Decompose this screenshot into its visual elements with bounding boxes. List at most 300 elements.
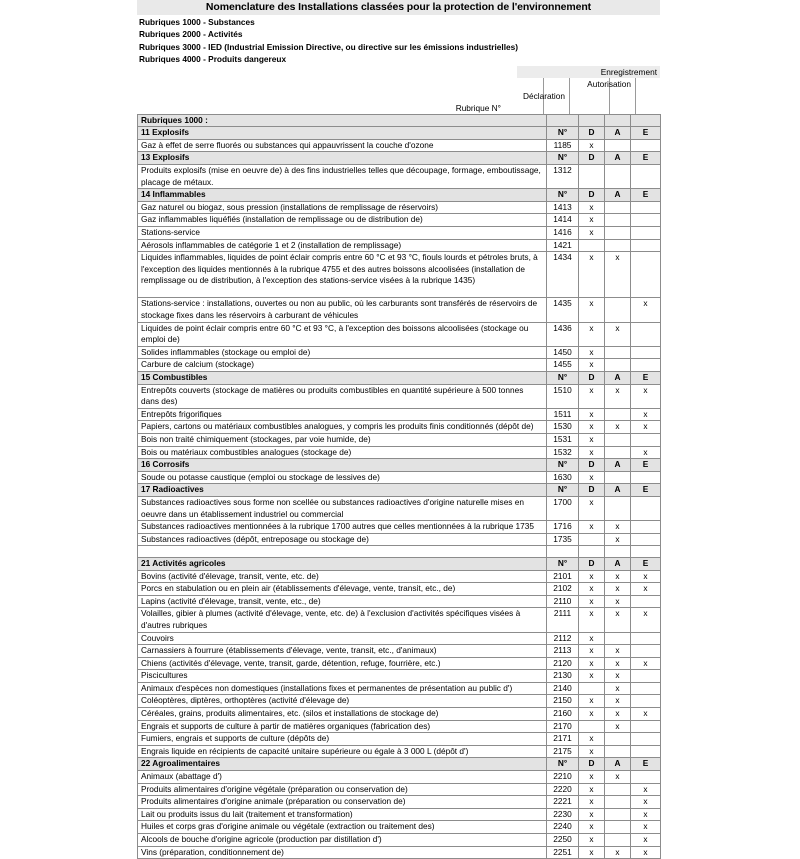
header-declaration: Déclaration [523,90,565,101]
table-body [138,114,661,859]
column-header-d: D [579,127,605,140]
table-row[interactable] [138,496,661,520]
table-row[interactable] [138,570,661,583]
group-title-label: Rubriques 1000 : [138,114,547,127]
mark-declaration: x [579,583,605,596]
table-row[interactable] [138,408,661,421]
rubrique-label: Carbure de calcium (stockage) [138,359,547,372]
column-header-d: D [579,459,605,472]
mark-declaration: x [579,226,605,239]
mark-autorisation [605,346,631,359]
rubrique-label: Coléoptères, diptères, orthoptères (activité d'élevage de) [138,695,547,708]
table-row[interactable] [138,298,661,322]
rubrique-number: 1511 [547,408,579,421]
group-title-num [547,114,579,127]
rubrique-number: 2150 [547,695,579,708]
column-header-num: N° [547,459,579,472]
table-row[interactable] [138,434,661,447]
mark-enregistrement: x [631,846,661,859]
mark-enregistrement [631,733,661,746]
table-row[interactable] [138,521,661,534]
mark-enregistrement [631,214,661,227]
header-rubrique-no: Rubrique N° [455,102,501,113]
mark-autorisation [605,796,631,809]
mark-declaration [579,682,605,695]
rubrique-label: Gaz à effet de serre fluorés ou substances qui appauvrissent la couche d'ozone [138,139,547,152]
rubrique-label: Animaux (abattage d') [138,771,547,784]
table-row[interactable] [138,771,661,784]
section-label: 11 Explosifs [138,127,547,140]
rubrique-label: Carnassiers à fourrure (établissements d'élevage, vente, transit, etc., d'animaux) [138,645,547,658]
table-row[interactable] [138,583,661,596]
column-header-num: N° [547,484,579,497]
mark-enregistrement [631,595,661,608]
rubrique-label: Entrepôts couverts (stockage de matières ou produits combustibles en quantité supérieure à 500 tonnes dans des) [138,384,547,408]
section-header-row [138,189,661,202]
mark-declaration: x [579,645,605,658]
mark-enregistrement: x [631,421,661,434]
mark-enregistrement: x [631,783,661,796]
mark-declaration: x [579,384,605,408]
stair-row-enregistrement [137,66,660,78]
rubrique-number: 1435 [547,298,579,322]
spacer-label [138,546,547,558]
group-title-a [605,114,631,127]
section-header-row [138,372,661,385]
mark-autorisation: x [605,570,631,583]
rubrique-label: Lait ou produits issus du lait (traitement et transformation) [138,808,547,821]
mark-declaration: x [579,521,605,534]
mark-declaration: x [579,745,605,758]
mark-enregistrement [631,239,661,252]
mark-enregistrement: x [631,808,661,821]
section-header-row [138,484,661,497]
column-header-num: N° [547,372,579,385]
mark-declaration: x [579,214,605,227]
mark-autorisation [605,408,631,421]
section-label: 17 Radioactives [138,484,547,497]
table-row[interactable] [138,608,661,632]
mark-declaration: x [579,421,605,434]
table-row[interactable] [138,670,661,683]
mark-enregistrement: x [631,796,661,809]
rubrique-label: Stations-service [138,226,547,239]
table-row[interactable] [138,846,661,859]
mark-declaration: x [579,608,605,632]
rubrique-number: 2170 [547,720,579,733]
rubrique-label: Stations-service : installations, ouvertes ou non au public, où les carburants sont transférés de réservoirs de stockage fixes dans les réservoirs à carburant de véhicules [138,298,547,322]
rubrique-label: Papiers, cartons ou matériaux combustibles analogues, y compris les produits finis conditionnés (dépôt de) [138,421,547,434]
table-row[interactable] [138,645,661,658]
rubrique-number: 2240 [547,821,579,834]
mark-autorisation [605,201,631,214]
rubrique-label: Volailles, gibier à plumes (activité d'élevage, vente, etc. de) à l'exclusion d'activités spécifiques visées à d'autres rubriques [138,608,547,632]
rubrique-number: 2220 [547,783,579,796]
spacer-row [138,546,661,558]
mark-autorisation [605,434,631,447]
rubrique-label: Gaz inflammables liquéfiés (installation de remplissage ou de distribution de) [138,214,547,227]
section-label: 21 Activités agricoles [138,557,547,570]
rubrique-number: 2160 [547,708,579,721]
table-row[interactable] [138,720,661,733]
mark-autorisation [605,783,631,796]
mark-enregistrement [631,434,661,447]
rubrique-label: Substances radioactives (dépôt, entreposage ou stockage de) [138,533,547,546]
table-row[interactable] [138,322,661,346]
rubrique-label: Liquides de point éclair compris entre 60 °C et 93 °C, à l'exception des boissons alcoolisées (stockage ou emploi de) [138,322,547,346]
table-row[interactable] [138,733,661,746]
mark-autorisation: x [605,322,631,346]
mark-declaration: x [579,796,605,809]
column-header-e: E [631,459,661,472]
rubrique-label: Vins (préparation, conditionnement de) [138,846,547,859]
table-row[interactable] [138,421,661,434]
mark-declaration: x [579,408,605,421]
rubrique-label: Bois non traité chimiquement (stockages, par voie humide, de) [138,434,547,447]
section-header-row [138,758,661,771]
stair-row-declaration [137,90,660,102]
column-header-d: D [579,372,605,385]
table-row[interactable] [138,252,661,298]
rubrique-number: 2113 [547,645,579,658]
mark-enregistrement [631,359,661,372]
table-row[interactable] [138,239,661,252]
rubrique-number: 1700 [547,496,579,520]
mark-declaration: x [579,708,605,721]
table-row[interactable] [138,595,661,608]
mark-enregistrement [631,252,661,298]
table-row[interactable] [138,796,661,809]
mark-declaration: x [579,808,605,821]
mark-declaration [579,533,605,546]
mark-declaration [579,720,605,733]
table-row[interactable] [138,632,661,645]
group-title-row [138,114,661,127]
mark-autorisation [605,226,631,239]
mark-enregistrement: x [631,708,661,721]
mark-declaration: x [579,434,605,447]
mark-declaration: x [579,139,605,152]
mark-autorisation [605,496,631,520]
column-header-a: A [605,459,631,472]
rubrique-number: 1630 [547,471,579,484]
rubrique-number: 2210 [547,771,579,784]
mark-enregistrement [631,720,661,733]
mark-enregistrement: x [631,384,661,408]
mark-autorisation: x [605,421,631,434]
rubrique-label: Entrepôts frigorifiques [138,408,547,421]
section-header-row [138,557,661,570]
mark-declaration: x [579,298,605,322]
mark-declaration: x [579,834,605,847]
mark-enregistrement [631,226,661,239]
mark-declaration: x [579,783,605,796]
mark-enregistrement [631,139,661,152]
column-header-a: A [605,372,631,385]
column-header-e: E [631,152,661,165]
column-header-a: A [605,189,631,202]
mark-autorisation [605,632,631,645]
page-title: Nomenclature des Installations classées pour la protection de l'environnement [137,0,660,15]
mark-autorisation: x [605,670,631,683]
mark-autorisation [605,446,631,459]
table-row[interactable] [138,657,661,670]
mark-autorisation: x [605,608,631,632]
mark-autorisation [605,808,631,821]
mark-autorisation: x [605,384,631,408]
rubrique-label: Substances radioactives mentionnées à la rubrique 1700 autres que celles mentionnées à la rubrique 1735 [138,521,547,534]
rubrique-number: 2251 [547,846,579,859]
rubrique-label: Alcools de bouche d'origine agricole (production par distillation d') [138,834,547,847]
column-header-d: D [579,758,605,771]
rubrique-label: Fumiers, engrais et supports de culture (dépôts de) [138,733,547,746]
mark-declaration: x [579,252,605,298]
rubrique-label: Lapins (activité d'élevage, transit, vente, etc., de) [138,595,547,608]
section-label: 13 Explosifs [138,152,547,165]
mark-declaration: x [579,322,605,346]
rubrique-number: 1436 [547,322,579,346]
mark-autorisation [605,359,631,372]
mark-autorisation [605,214,631,227]
mark-enregistrement: x [631,408,661,421]
mark-enregistrement [631,645,661,658]
rubrique-number: 1735 [547,533,579,546]
mark-autorisation: x [605,695,631,708]
spacer-e [631,546,661,558]
rubrique-label: Bois ou matériaux combustibles analogues (stockage de) [138,446,547,459]
nomenclature-sheet [137,0,660,859]
column-header-a: A [605,127,631,140]
table-row[interactable] [138,164,661,188]
rubrique-label: Produits alimentaires d'origine végétale (préparation ou conservation de) [138,783,547,796]
table-row[interactable] [138,346,661,359]
mark-autorisation: x [605,708,631,721]
section-header-row [138,127,661,140]
rubrique-number: 1716 [547,521,579,534]
mark-autorisation: x [605,521,631,534]
rubrique-number: 1532 [547,446,579,459]
column-header-e: E [631,557,661,570]
rubrique-label: Porcs en stabulation ou en plein air (établissements d'élevage, vente, transit, etc., de) [138,583,547,596]
mark-enregistrement: x [631,608,661,632]
mark-enregistrement [631,745,661,758]
mark-enregistrement [631,670,661,683]
rubrique-number: 1510 [547,384,579,408]
rubrique-number: 1434 [547,252,579,298]
section-header-row [138,459,661,472]
mark-enregistrement [631,346,661,359]
mark-enregistrement [631,533,661,546]
column-header-d: D [579,484,605,497]
mark-autorisation [605,733,631,746]
rubrique-number: 1413 [547,201,579,214]
mark-enregistrement: x [631,834,661,847]
mark-autorisation [605,471,631,484]
section-header-row [138,152,661,165]
mark-enregistrement [631,164,661,188]
mark-declaration: x [579,695,605,708]
mark-declaration: x [579,771,605,784]
rubrique-label: Bovins (activité d'élevage, transit, vente, etc. de) [138,570,547,583]
column-header-a: A [605,758,631,771]
rubrique-number: 1455 [547,359,579,372]
mark-autorisation: x [605,595,631,608]
rubrique-label: Animaux d'espèces non domestiques (installations fixes et permanentes de présentation au public d') [138,682,547,695]
rubrique-number: 2221 [547,796,579,809]
rubrique-number: 2175 [547,745,579,758]
mark-declaration: x [579,201,605,214]
mark-enregistrement [631,632,661,645]
column-header-num: N° [547,557,579,570]
header-autorisation: Autorisation [587,78,631,89]
rubrique-number: 1421 [547,239,579,252]
rubrique-label: Soude ou potasse caustique (emploi ou stockage de lessives de) [138,471,547,484]
rubrique-label: Piscicultures [138,670,547,683]
mark-autorisation: x [605,583,631,596]
table-row[interactable] [138,834,661,847]
column-header-a: A [605,484,631,497]
mark-enregistrement [631,322,661,346]
column-header-num: N° [547,189,579,202]
rubrique-number: 2140 [547,682,579,695]
column-header-a: A [605,152,631,165]
group-title-d [579,114,605,127]
rubrique-number: 2110 [547,595,579,608]
rubrique-number: 1531 [547,434,579,447]
stair-row-autorisation [137,78,660,90]
mark-enregistrement [631,471,661,484]
mark-autorisation: x [605,252,631,298]
mark-autorisation [605,164,631,188]
spacer-d [579,546,605,558]
rubrique-label: Solides inflammables (stockage ou emploi de) [138,346,547,359]
table-row[interactable] [138,821,661,834]
mark-autorisation: x [605,771,631,784]
rubrique-number: 2120 [547,657,579,670]
mark-autorisation: x [605,533,631,546]
spacer-a [605,546,631,558]
mark-enregistrement [631,771,661,784]
rubrique-number: 2171 [547,733,579,746]
rubrique-label: Substances radioactives sous forme non scellée ou substances radioactives d'origine naturelle mises en oeuvre dans un établissement industriel ou commercial [138,496,547,520]
rubrique-number: 1185 [547,139,579,152]
rubrique-label: Produits alimentaires d'origine animale (préparation ou conservation de) [138,796,547,809]
table-row[interactable] [138,226,661,239]
column-header-e: E [631,484,661,497]
column-header-d: D [579,152,605,165]
mark-autorisation: x [605,682,631,695]
table-row[interactable] [138,201,661,214]
table-row[interactable] [138,139,661,152]
table-row[interactable] [138,695,661,708]
section-label: 16 Corrosifs [138,459,547,472]
mark-declaration: x [579,496,605,520]
column-header-num: N° [547,758,579,771]
mark-enregistrement: x [631,446,661,459]
mark-declaration: x [579,821,605,834]
mark-autorisation [605,834,631,847]
mark-autorisation: x [605,720,631,733]
mark-enregistrement: x [631,298,661,322]
rubrique-number: 2130 [547,670,579,683]
rubrique-label: Engrais liquide en récipients de capacité unitaire supérieure ou égale à 3 000 L (dépôt d') [138,745,547,758]
rubrique-number: 1450 [547,346,579,359]
rubrique-number: 2111 [547,608,579,632]
mark-enregistrement [631,682,661,695]
rubrique-number: 1530 [547,421,579,434]
table-row[interactable] [138,745,661,758]
mark-declaration: x [579,733,605,746]
column-header-a: A [605,557,631,570]
rubrique-label: Engrais et supports de culture à partir de matières organiques (fabrication des) [138,720,547,733]
section-label: 22 Agroalimentaires [138,758,547,771]
mark-enregistrement [631,201,661,214]
table-row[interactable] [138,533,661,546]
mark-autorisation: x [605,657,631,670]
rubrique-label: Couvoirs [138,632,547,645]
section-label: 14 Inflammables [138,189,547,202]
rubrique-number: 1416 [547,226,579,239]
mark-enregistrement: x [631,657,661,670]
intro-line-3000: Rubriques 3000 - IED (Industrial Emission Directive, ou directive sur les émissions industrielles) [139,41,519,52]
intro-line-2000: Rubriques 2000 - Activités [139,29,243,40]
column-header-e: E [631,127,661,140]
mark-declaration: x [579,595,605,608]
intro-line-4000: Rubriques 4000 - Produits dangereux [139,54,287,65]
nomenclature-table [137,114,661,859]
mark-declaration: x [579,446,605,459]
mark-autorisation [605,298,631,322]
rubrique-label: Produits explosifs (mise en oeuvre de) à des fins industrielles telles que découpage, formage, emboutissage, placage de métaux. [138,164,547,188]
intro-list [137,15,660,66]
table-row[interactable] [138,808,661,821]
column-header-d: D [579,557,605,570]
intro-line-1000: Rubriques 1000 - Substances [139,17,255,27]
table-row[interactable] [138,359,661,372]
mark-enregistrement [631,496,661,520]
rubrique-number: 2102 [547,583,579,596]
spacer-num [547,546,579,558]
rubrique-label: Huiles et corps gras d'origine animale ou végétale (extraction ou traitement des) [138,821,547,834]
mark-declaration: x [579,846,605,859]
rubrique-number: 2112 [547,632,579,645]
header-enregistrement: Enregistrement [517,66,660,78]
table-row[interactable] [138,708,661,721]
table-row[interactable] [138,446,661,459]
mark-declaration [579,239,605,252]
stair-row-rubrique [137,102,660,114]
rubrique-number: 1414 [547,214,579,227]
mark-enregistrement: x [631,570,661,583]
table-row[interactable] [138,783,661,796]
mark-declaration: x [579,471,605,484]
rubrique-label: Gaz naturel ou biogaz, sous pression (installations de remplissage de réservoirs) [138,201,547,214]
mark-autorisation: x [605,645,631,658]
mark-declaration [579,164,605,188]
column-header-num: N° [547,127,579,140]
column-header-e: E [631,189,661,202]
mark-enregistrement [631,521,661,534]
table-row[interactable] [138,471,661,484]
mark-autorisation [605,821,631,834]
table-row[interactable] [138,384,661,408]
rubrique-label: Liquides inflammables, liquides de point éclair compris entre 60 °C et 93 °C, fiouls lourds et pétroles bruts, à l'exception des liquides mentionnés à la rubrique 4755 et des autres boissons alcoolisées (installation de remplissage ou de distribution, à l'exception des stations-service visées à la rubrique 1435) [138,252,547,298]
rubrique-number: 2250 [547,834,579,847]
stair-header [137,66,660,114]
table-row[interactable] [138,682,661,695]
table-row[interactable] [138,214,661,227]
mark-enregistrement [631,695,661,708]
